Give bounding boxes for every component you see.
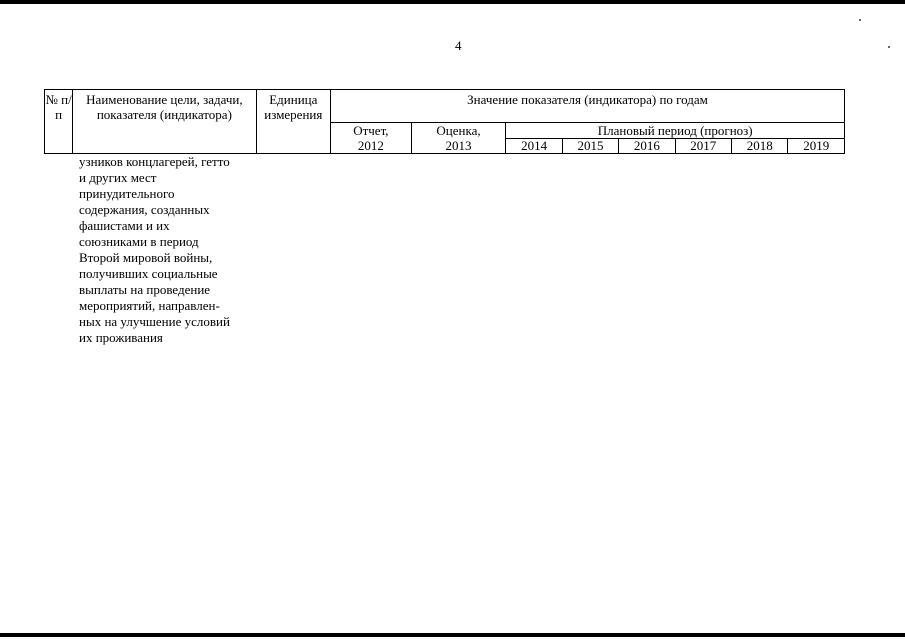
header-estimate	[411, 123, 506, 154]
header-plan-title: Плановый период (прогноз)	[506, 123, 845, 139]
scan-speck	[859, 19, 861, 21]
bottom-border	[0, 633, 905, 637]
header-report-year: 2012	[357, 138, 384, 153]
plan-year-2018: 2018	[731, 139, 787, 154]
header-estimate-year: 2013	[445, 138, 472, 153]
indicator-table-header	[44, 89, 845, 154]
header-report-label: Отчет,	[353, 123, 389, 138]
scan-speck	[888, 46, 890, 48]
plan-year-2015: 2015	[562, 139, 618, 154]
indicator-name-continuation: узников концлагерей, гетто и других мест принудительного содержания, созданных фашистами и их союзниками в период Второй мировой войны, получивших социальные выплаты на проведение мероприятий, направлен- ных на улучшение условий их проживания	[79, 154, 230, 345]
header-estimate-label: Оценка,	[436, 123, 481, 138]
header-unit: Единица измерения	[256, 90, 331, 154]
plan-year-2014: 2014	[506, 139, 562, 154]
page-number: 4	[455, 38, 462, 53]
header-name: Наименование цели, задачи, показателя (индикатора)	[73, 90, 256, 154]
header-values-title: Значение показателя (индикатора) по годам	[331, 90, 845, 123]
header-report	[331, 123, 412, 154]
plan-year-2016: 2016	[619, 139, 675, 154]
top-border	[0, 0, 905, 4]
plan-year-2017: 2017	[675, 139, 731, 154]
plan-year-2019: 2019	[788, 139, 845, 154]
header-number: № п/п	[45, 90, 73, 154]
